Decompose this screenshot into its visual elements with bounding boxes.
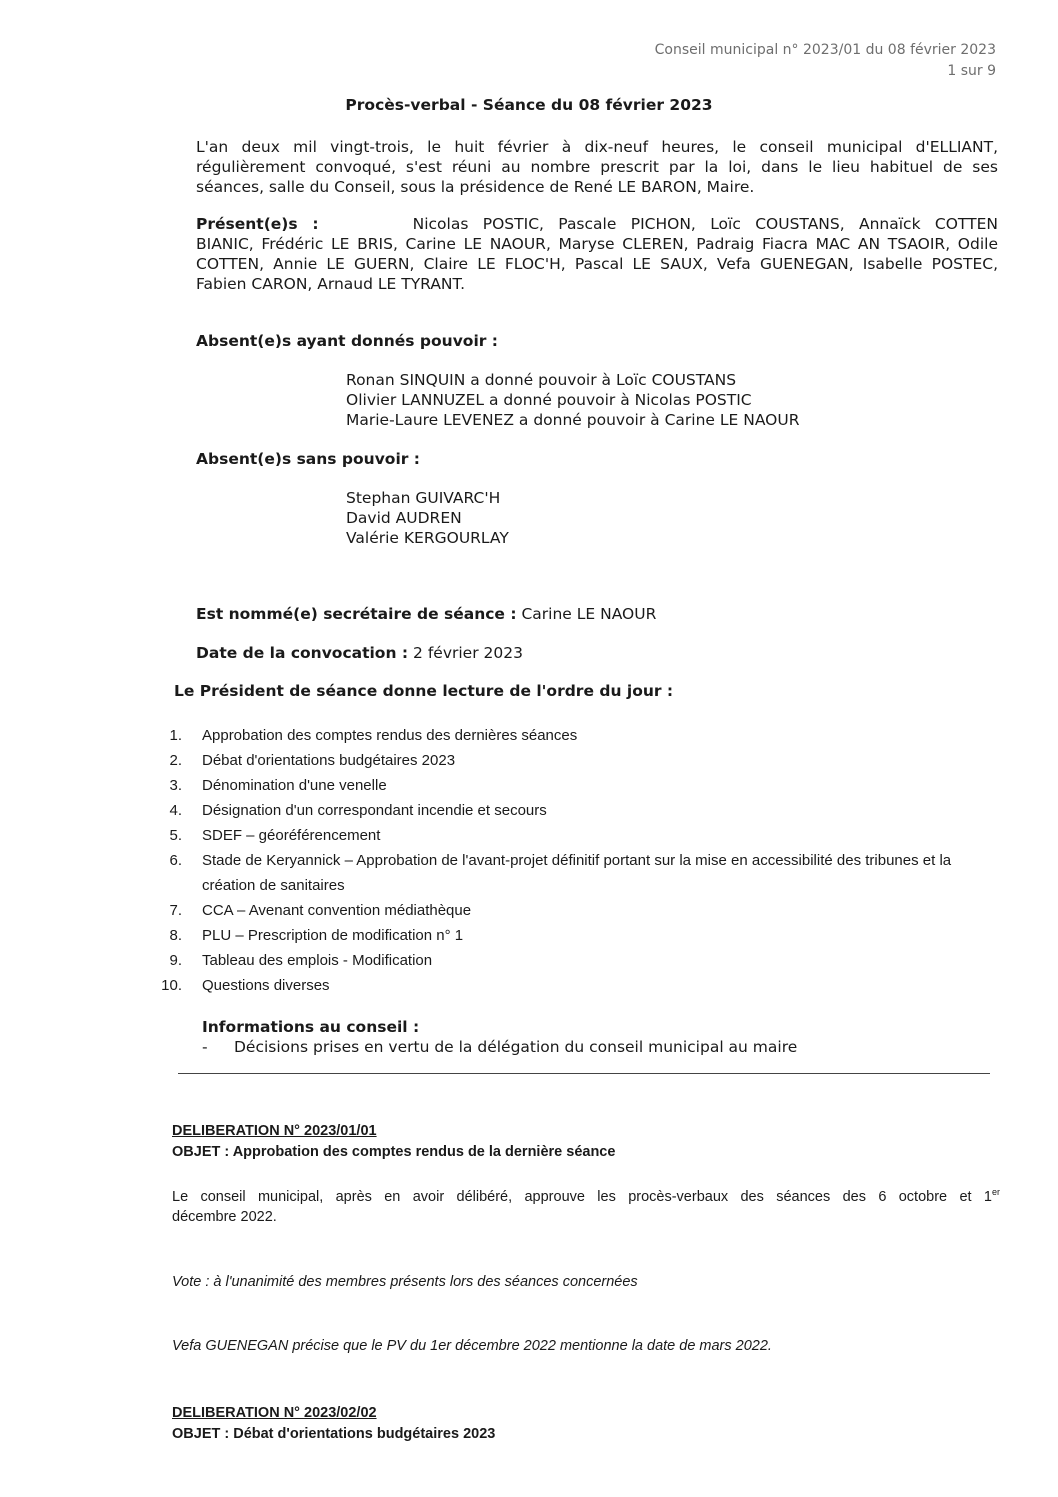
agenda-item	[150, 748, 1007, 773]
agenda-list	[150, 723, 1007, 998]
agenda-item	[150, 973, 1007, 998]
ordre-du-jour-heading: Le Président de séance donne lecture de l'ordre du jour :	[174, 682, 674, 700]
presents-names: Nicolas POSTIC, Pascale PICHON, Loïc COUSTANS, Annaïck COTTEN	[412, 215, 998, 233]
absent-sans-item: David AUDREN	[346, 509, 462, 527]
page-title: Procès-verbal - Séance du 08 février 2023	[345, 96, 713, 114]
agenda-item-text: PLU – Prescription de modification n° 1	[202, 927, 464, 944]
agenda-item-number: 8.	[169, 927, 182, 944]
convocation-label: Date de la convocation :	[196, 644, 409, 662]
absents-pouvoir-list	[346, 370, 799, 430]
presents-block	[196, 214, 998, 294]
deliberation-1-number: DELIBERATION N° 2023/01/01	[172, 1123, 377, 1139]
informations-heading: Informations au conseil :	[202, 1018, 420, 1036]
intro-line: L'an deux mil vingt-trois, le huit février à dix-neuf heures, le conseil municipal d'ELLIANT,	[196, 138, 998, 156]
absent-pouvoir-item: Marie-Laure LEVENEZ a donné pouvoir à Carine LE NAOUR	[346, 411, 800, 429]
header-page-number: 1 sur 9	[947, 63, 996, 79]
agenda-item-text: Stade de Keryannick – Approbation de l'avant-projet définitif portant sur la mise en accessibilité des tribunes et la création de sanitaires	[202, 852, 952, 894]
agenda-item-number: 4.	[169, 802, 182, 819]
absents-sans-label: Absent(e)s sans pouvoir :	[196, 450, 421, 468]
deliberation-1-text-line	[172, 1187, 1000, 1207]
agenda-item-number: 10.	[161, 977, 182, 994]
intro-line: séances, salle du Conseil, sous la présidence de René LE BARON, Maire.	[196, 178, 755, 196]
deliberation-2-number: DELIBERATION N° 2023/02/02	[172, 1405, 377, 1421]
agenda-item-number: 6.	[169, 852, 182, 869]
agenda-item-text: Approbation des comptes rendus des dernières séances	[202, 727, 578, 744]
agenda-item-text: CCA – Avenant convention médiathèque	[202, 902, 472, 919]
section-divider	[178, 1073, 990, 1074]
agenda-item-number: 7.	[169, 902, 182, 919]
agenda-item-number: 9.	[169, 952, 182, 969]
deliberation-1-objet: OBJET : Approbation des comptes rendus de la dernière séance	[172, 1144, 616, 1160]
absent-pouvoir-item: Ronan SINQUIN a donné pouvoir à Loïc COUSTANS	[346, 371, 737, 389]
agenda-item-number: 1.	[169, 727, 182, 744]
informations-item	[202, 1038, 797, 1056]
secretaire-label: Est nommé(e) secrétaire de séance :	[196, 605, 517, 623]
ordinal-superscript: er	[991, 1187, 1000, 1198]
secretaire-line	[196, 605, 656, 623]
agenda-item-text: Désignation d'un correspondant incendie et secours	[202, 802, 547, 819]
agenda-item	[150, 898, 1007, 923]
deliberation-1-note: Vefa GUENEGAN précise que le PV du 1er décembre 2022 mentionne la date de mars 2022.	[172, 1338, 772, 1354]
presents-line: COTTEN, Annie LE GUERN, Claire LE FLOC'H, Pascal LE SAUX, Vefa GUENEGAN, Isabelle POSTEC,	[196, 255, 998, 273]
presents-line: BIANIC, Frédéric LE BRIS, Carine LE NAOUR, Maryse CLEREN, Padraig Fiacra MAC AN TSAOIR, Odile	[196, 235, 998, 253]
absents-pouvoir-label: Absent(e)s ayant donnés pouvoir :	[196, 332, 498, 350]
agenda-item	[150, 848, 1007, 898]
informations-item-text: Décisions prises en vertu de la délégation du conseil municipal au maire	[234, 1038, 798, 1056]
absent-sans-item: Stephan GUIVARC'H	[346, 489, 501, 507]
agenda-item-number: 2.	[169, 752, 182, 769]
agenda-item	[150, 723, 1007, 748]
deliberation-1-text-part: Le conseil municipal, après en avoir délibéré, approuve les procès-verbaux des séances des 6 octobre et 1	[172, 1189, 992, 1205]
intro-line: régulièrement convoqué, s'est réuni au nombre prescrit par la loi, dans le lieu habituel de ses	[196, 158, 998, 176]
intro-paragraph	[196, 137, 998, 197]
absent-sans-item: Valérie KERGOURLAY	[346, 529, 509, 547]
agenda-item-text: Débat d'orientations budgétaires 2023	[202, 752, 456, 769]
agenda-item	[150, 773, 1007, 798]
agenda-item	[150, 823, 1007, 848]
deliberation-2-objet: OBJET : Débat d'orientations budgétaires 2023	[172, 1426, 496, 1442]
secretaire-value: Carine LE NAOUR	[521, 605, 657, 623]
deliberation-1-text	[172, 1187, 1000, 1227]
presents-line: Fabien CARON, Arnaud LE TYRANT.	[196, 275, 466, 293]
agenda-item-text: Tableau des emplois - Modification	[202, 952, 433, 969]
presents-line	[196, 214, 998, 234]
agenda-item-number: 3.	[169, 777, 182, 794]
agenda-item-number: 5.	[169, 827, 182, 844]
convocation-line	[196, 644, 523, 662]
agenda-item-text: Questions diverses	[202, 977, 330, 994]
presents-label: Présent(e)s :	[196, 215, 319, 233]
agenda-item	[150, 948, 1007, 973]
agenda-item-text: SDEF – géoréférencement	[202, 827, 381, 844]
absent-pouvoir-item: Olivier LANNUZEL a donné pouvoir à Nicolas POSTIC	[346, 391, 752, 409]
header-session-ref: Conseil municipal n° 2023/01 du 08 février 2023	[654, 42, 996, 58]
agenda-item-text: Dénomination d'une venelle	[202, 777, 387, 794]
absents-sans-list	[346, 488, 509, 548]
convocation-value: 2 février 2023	[413, 644, 523, 662]
informations-dash: -	[202, 1038, 208, 1056]
deliberation-1-vote: Vote : à l'unanimité des membres présents lors des séances concernées	[172, 1274, 638, 1290]
agenda-item	[150, 923, 1007, 948]
deliberation-1-text-line: décembre 2022.	[172, 1209, 277, 1225]
agenda-item	[150, 798, 1007, 823]
